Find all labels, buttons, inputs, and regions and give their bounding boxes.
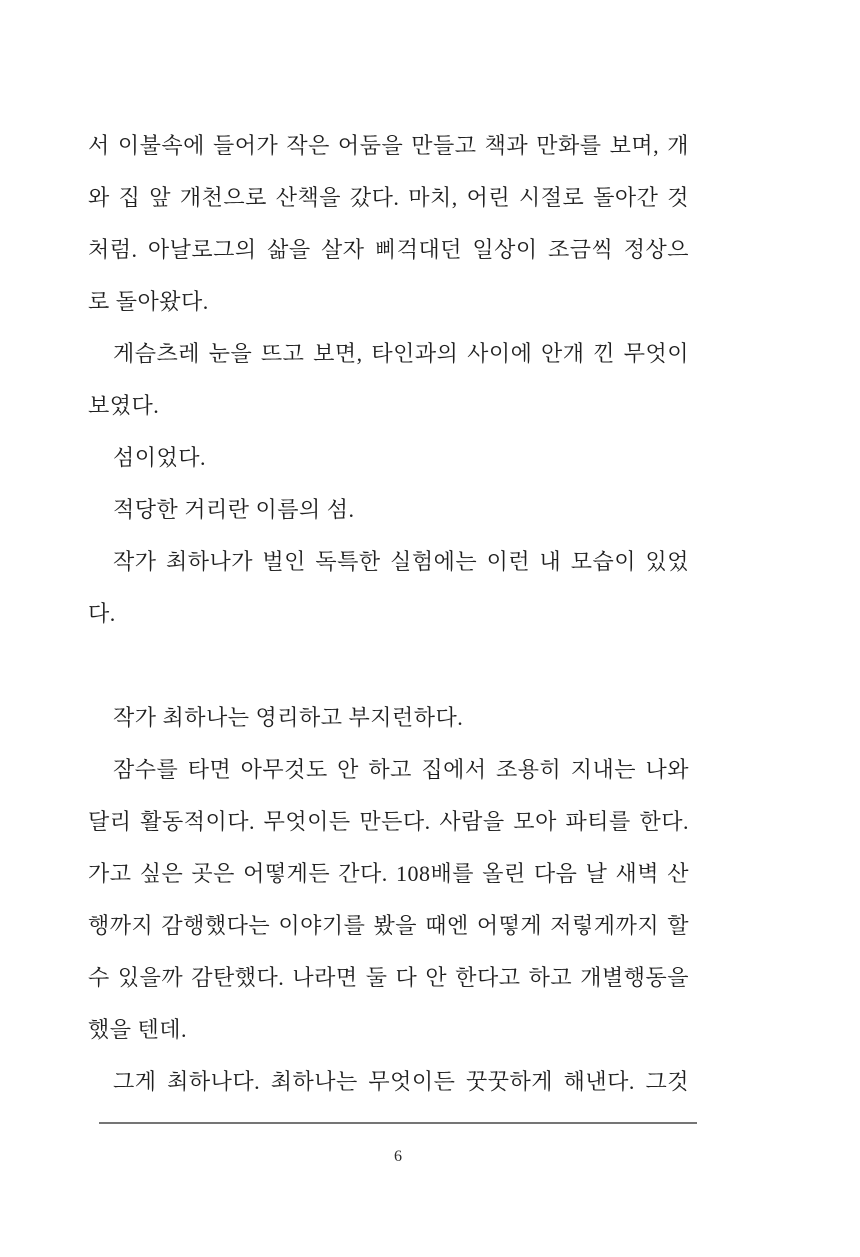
text-line: 했을 텐데. <box>88 1017 188 1042</box>
text-line: 로 돌아왔다. <box>88 289 209 314</box>
text-line: 게슴츠레 눈을 뜨고 보면, 타인과의 사이에 안개 낀 무엇이 <box>113 341 689 366</box>
page-text <box>88 120 689 1108</box>
text-line: 가고 싶은 곳은 어떻게든 간다. 108배를 올린 다음 날 새벽 산 <box>88 861 689 886</box>
text-line: 작가 최하나가 벌인 독특한 실험에는 이런 내 모습이 있었 <box>113 549 689 574</box>
text-line: 잠수를 타면 아무것도 안 하고 집에서 조용히 지내는 나와 <box>113 757 689 782</box>
text-line: 와 집 앞 개천으로 산책을 갔다. 마치, 어린 시절로 돌아간 것 <box>88 185 689 210</box>
paragraph-break <box>88 640 689 692</box>
page-number: 6 <box>394 1148 402 1165</box>
text-line: 행까지 감행했다는 이야기를 봤을 때엔 어떻게 저렇게까지 할 <box>88 913 689 938</box>
text-line: 서 이불속에 들어가 작은 어둠을 만들고 책과 만화를 보며, 개 <box>88 133 689 158</box>
text-line: 수 있을까 감탄했다. 나라면 둘 다 안 한다고 하고 개별행동을 <box>88 965 689 990</box>
text-line: 섬이었다. <box>113 445 207 470</box>
text-line: 작가 최하나는 영리하고 부지런하다. <box>113 705 464 730</box>
text-line: 달리 활동적이다. 무엇이든 만든다. 사람을 모아 파티를 한다. <box>88 809 689 834</box>
text-line: 처럼. 아날로그의 삶을 살자 삐걱대던 일상이 조금씩 정상으 <box>88 237 689 262</box>
text-line: 보였다. <box>88 393 160 418</box>
text-line: 적당한 거리란 이름의 섬. <box>113 497 355 522</box>
footer-divider <box>99 1122 697 1124</box>
text-line: 그게 최하나다. 최하나는 무엇이든 꿋꿋하게 해낸다. 그것 <box>113 1069 689 1094</box>
text-line: 다. <box>88 601 116 626</box>
